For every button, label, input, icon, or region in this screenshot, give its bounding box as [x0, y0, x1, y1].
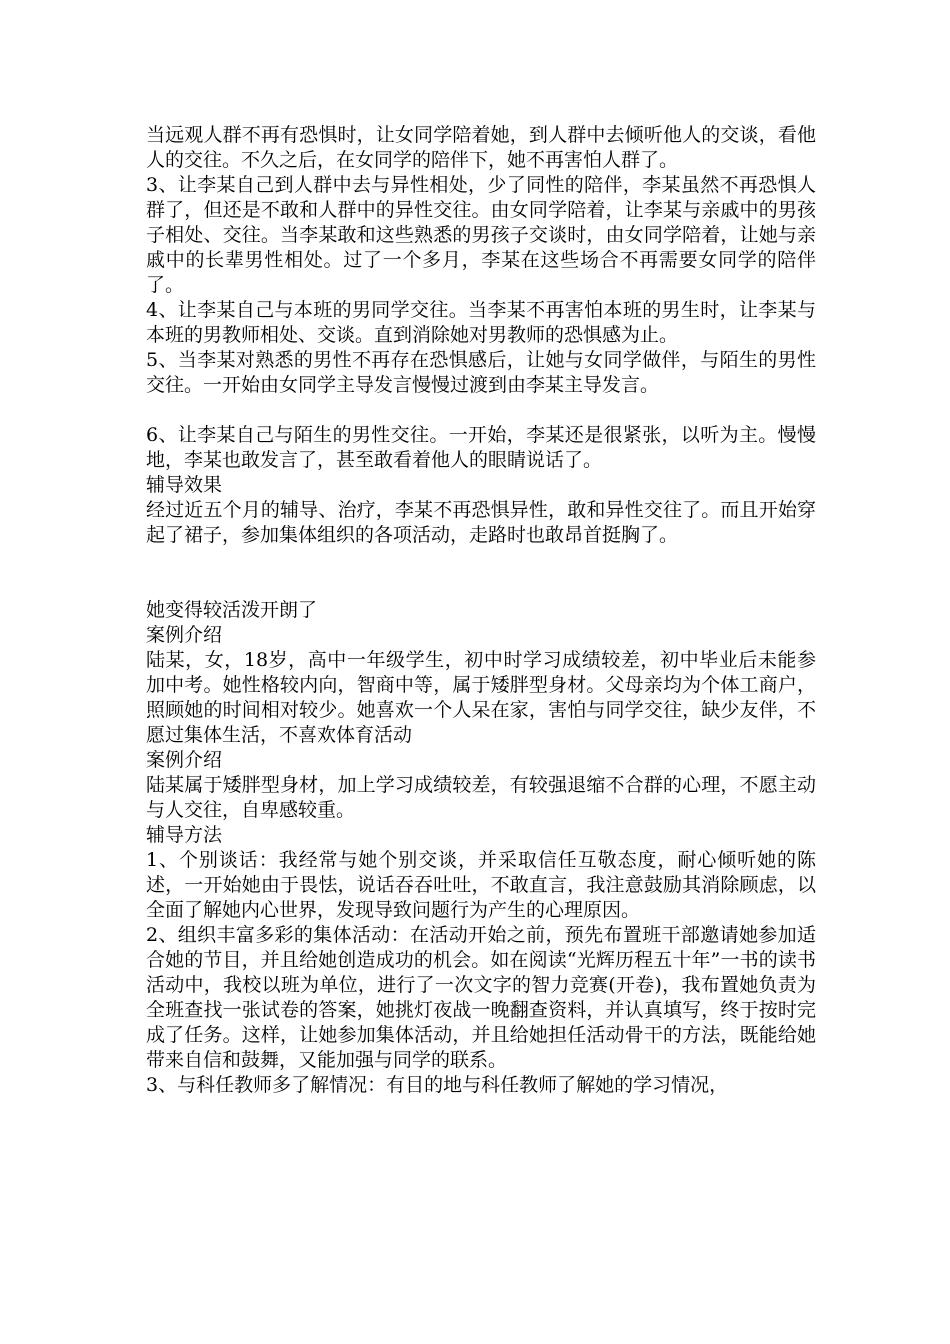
paragraph: 3、与科任教师多了解情况：有目的地与科任教师了解她的学习情况，: [146, 1074, 729, 1096]
paragraph: 当远观人群不再有恐惧时，让女同学陪着她，到人群中去倾听他人的交谈，看他人的交往。不久之后，在女同学的陪伴下，她不再害怕人群了。: [146, 124, 816, 171]
section-heading: 案例介绍: [146, 749, 223, 771]
spacer: [146, 548, 816, 598]
paragraph: 经过近五个月的辅导、治疗，李某不再恐惧异性，敢和异性交往了。而且开始穿起了裙子，参加集体组织的各项活动，走路时也敢昂首挺胸了。: [146, 499, 816, 546]
paragraph: 4、让李某自己与本班的男同学交往。当李某不再害怕本班的男生时，让李某与本班的男教师相处、交谈。直到消除她对男教师的恐惧感为止。: [146, 299, 816, 346]
paragraph: 3、让李某自己到人群中去与异性相处，少了同性的陪伴，李某虽然不再恐惧人群了，但还是不敢和人群中的异性交往。由女同学陪着，让李某与亲戚中的男孩子相处、交往。当李某敢和这些熟悉的男孩子交谈时，由女同学陪着，让她与亲戚中的长辈男性相处。过了一个多月，李某在这些场合不再需要女同学的陪伴了。: [146, 174, 816, 296]
section-heading: 案例介绍: [146, 624, 223, 646]
spacer: [146, 398, 816, 423]
section-heading: 辅导效果: [146, 474, 223, 496]
paragraph: 6、让李某自己与陌生的男性交往。一开始，李某还是很紧张，以听为主。慢慢地，李某也敢发言了，甚至敢看着他人的眼睛说话了。: [146, 424, 816, 471]
paragraph: 1、个别谈话：我经常与她个别交谈，并采取信任互敬态度，耐心倾听她的陈述，一开始她由于畏怯，说话吞吞吐吐，不敢直言，我注意鼓励其消除顾虑，以全面了解她内心世界，发现导致问题行为产生的心理原因。: [146, 849, 816, 921]
section-heading: 辅导方法: [146, 824, 223, 846]
paragraph: 2、组织丰富多彩的集体活动：在活动开始之前，预先布置班干部邀请她参加适合她的节目，并且给她创造成功的机会。如在阅读“光辉历程五十年”一书的读书活动中，我校以班为单位，进行了一次文字的智力竞赛(开卷)，我布置她负责为全班查找一张试卷的答案，她挑灯夜战一晚翻查资料，并认真填写，终于按时完成了任务。这样，让她参加集体活动，并且给她担任活动骨干的方法，既能给她带来自信和鼓舞，又能加强与同学的联系。: [146, 924, 816, 1071]
paragraph: 陆某属于矮胖型身材，加上学习成绩较差，有较强退缩不合群的心理，不愿主动与人交往，自卑感较重。: [146, 774, 816, 821]
paragraph: 陆某，女，18岁，高中一年级学生，初中时学习成绩较差，初中毕业后未能参加中考。她性格较内向，智商中等，属于矮胖型身材。父母亲均为个体工商户，照顾她的时间相对较少。她喜欢一个人呆在家，害怕与同学交往，缺少友伴，不愿过集体生活，不喜欢体育活动: [146, 649, 816, 746]
document-page: [146, 123, 816, 1098]
paragraph: 5、当李某对熟悉的男性不再存在恐惧感后，让她与女同学做伴，与陌生的男性交往。一开始由女同学主导发言慢慢过渡到由李某主导发言。: [146, 349, 816, 396]
article-title: 她变得较活泼开朗了: [146, 599, 318, 621]
